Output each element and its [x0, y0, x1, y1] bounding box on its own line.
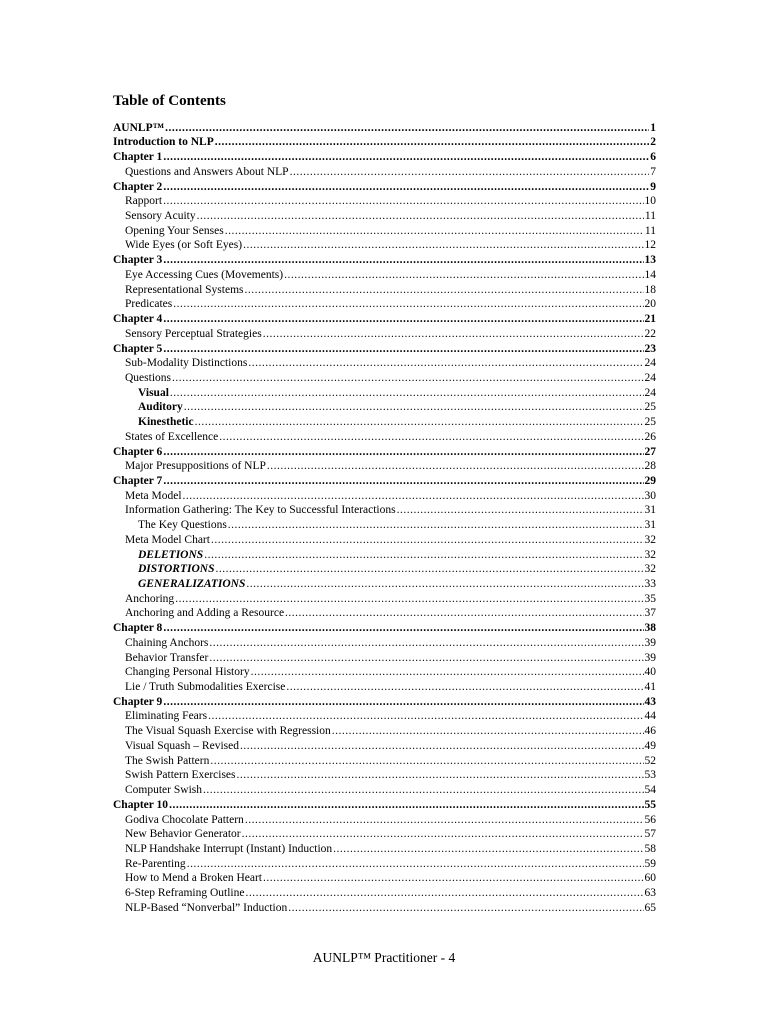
- dot-leader: [175, 592, 643, 606]
- toc-entry-title: Chapter 1: [113, 151, 163, 164]
- dot-leader: [163, 342, 643, 356]
- toc-entry-title: Meta Model Chart: [125, 533, 210, 546]
- dot-leader: [263, 871, 643, 885]
- toc-entry-title: The Swish Pattern: [125, 754, 210, 767]
- toc-entry-title: Chapter 6: [113, 445, 163, 458]
- toc-entry-title: Anchoring and Adding a Resource: [125, 607, 285, 620]
- toc-entry-title: Godiva Chocolate Pattern: [125, 813, 244, 826]
- toc-entry[interactable]: [113, 738, 656, 753]
- toc-entry-title: GENERALIZATIONS: [138, 578, 246, 590]
- toc-entry[interactable]: [113, 723, 656, 738]
- toc-entry[interactable]: [113, 827, 656, 842]
- toc-entry[interactable]: [113, 620, 656, 635]
- toc-entry-page: 59: [644, 857, 656, 870]
- toc-entry-page: 57: [644, 828, 656, 841]
- dot-leader: [195, 415, 644, 429]
- toc-entry-title: Anchoring: [125, 592, 175, 605]
- toc-entry[interactable]: [113, 429, 656, 444]
- toc-entry-page: 38: [644, 622, 656, 635]
- toc-entry-title: Chapter 2: [113, 180, 163, 193]
- toc-entry[interactable]: [113, 797, 656, 812]
- dot-leader: [203, 783, 644, 797]
- dot-leader: [204, 548, 643, 562]
- dot-leader: [240, 739, 644, 753]
- toc-entry-page: 31: [644, 519, 656, 532]
- toc-entry[interactable]: [113, 547, 656, 562]
- toc-entry[interactable]: [113, 768, 656, 783]
- toc-entry-title: Auditory: [138, 401, 183, 414]
- dot-leader: [163, 474, 643, 488]
- toc-entry-page: 53: [644, 769, 656, 782]
- toc-entry-page: 60: [644, 872, 656, 885]
- toc-entry-page: 28: [644, 460, 656, 473]
- dot-leader: [209, 651, 643, 665]
- toc-entry[interactable]: [113, 282, 656, 297]
- dot-leader: [165, 121, 649, 135]
- toc-entry[interactable]: [113, 841, 656, 856]
- dot-leader: [209, 636, 643, 650]
- toc-entry-title: Chapter 7: [113, 474, 163, 487]
- dot-leader: [187, 857, 644, 871]
- toc-entry-title: AUNLP™: [113, 121, 165, 134]
- toc-entry[interactable]: [113, 414, 656, 429]
- toc-entry-page: 30: [644, 489, 656, 502]
- toc-entry-title: Predicates: [125, 298, 173, 311]
- toc-entry-title: Chaining Anchors: [125, 636, 209, 649]
- toc-entry-title: The Key Questions: [138, 519, 227, 532]
- dot-leader: [169, 798, 643, 812]
- toc-entry-page: 21: [644, 313, 656, 326]
- toc-entry-page: 31: [644, 504, 656, 517]
- dot-leader: [172, 371, 644, 385]
- toc-entry-title: 6-Step Reframing Outline: [125, 887, 245, 900]
- toc-entry[interactable]: [113, 341, 656, 356]
- toc-entry-page: 25: [644, 401, 656, 414]
- toc-entry-title: Computer Swish: [125, 784, 202, 797]
- toc-entry[interactable]: [113, 326, 656, 341]
- dot-leader: [267, 459, 644, 473]
- dot-leader: [163, 312, 643, 326]
- toc-entry-page: 37: [644, 607, 656, 620]
- toc-entry-title: States of Excellence: [125, 430, 219, 443]
- dot-leader: [163, 180, 649, 194]
- toc-entry[interactable]: [113, 885, 656, 900]
- toc-entry-title: Chapter 8: [113, 622, 163, 635]
- toc-entry-page: 52: [644, 754, 656, 767]
- toc-entry[interactable]: [113, 238, 656, 253]
- toc-entry-page: 24: [644, 357, 656, 370]
- dot-leader: [333, 842, 643, 856]
- dot-leader: [245, 283, 644, 297]
- dot-leader: [288, 901, 643, 915]
- toc-entry-page: 44: [644, 710, 656, 723]
- toc-entry-page: 12: [644, 239, 656, 252]
- dot-leader: [228, 518, 644, 532]
- toc-entry[interactable]: [113, 297, 656, 312]
- toc-entry-page: 10: [644, 195, 656, 208]
- toc-entry-title: Opening Your Senses: [125, 224, 224, 237]
- toc-entry-title: Lie / Truth Submodalities Exercise: [125, 681, 286, 694]
- toc-entry-page: 27: [644, 445, 656, 458]
- toc-entry[interactable]: [113, 679, 656, 694]
- toc-entry-page: 20: [644, 298, 656, 311]
- toc-entry-title: Questions and Answers About NLP: [125, 165, 289, 178]
- toc-entry-title: Wide Eyes (or Soft Eyes): [125, 239, 243, 252]
- toc-entry[interactable]: [113, 812, 656, 827]
- dot-leader: [210, 754, 643, 768]
- dot-leader: [163, 621, 643, 635]
- toc-entry[interactable]: [113, 473, 656, 488]
- toc-entry-title: New Behavior Generator: [125, 828, 241, 841]
- toc-entry-title: NLP Handshake Interrupt (Instant) Induction: [125, 842, 333, 855]
- toc-entry-title: Information Gathering: The Key to Successful Interactions: [125, 504, 396, 517]
- toc-entry-page: 2: [650, 136, 656, 149]
- toc-entry-title: NLP-Based “Nonverbal” Induction: [125, 901, 288, 914]
- toc-entry[interactable]: [113, 709, 656, 724]
- toc-entry-page: 33: [644, 578, 656, 590]
- toc-entry-title: Rapport: [125, 195, 163, 208]
- toc-entry-page: 32: [644, 563, 656, 576]
- dot-leader: [397, 503, 644, 517]
- toc-entry-page: 26: [644, 430, 656, 443]
- toc-entry[interactable]: [113, 356, 656, 371]
- table-of-contents: [113, 120, 656, 915]
- toc-entry-title: Sensory Acuity: [125, 210, 196, 223]
- toc-entry-page: 32: [644, 533, 656, 546]
- toc-entry-title: Changing Personal History: [125, 666, 250, 679]
- dot-leader: [285, 606, 643, 620]
- toc-entry-page: 56: [644, 813, 656, 826]
- toc-entry-title: Swish Pattern Exercises: [125, 769, 236, 782]
- toc-entry-title: DISTORTIONS: [138, 563, 215, 576]
- dot-leader: [197, 209, 644, 223]
- toc-entry[interactable]: [113, 459, 656, 474]
- dot-leader: [243, 238, 643, 252]
- dot-leader: [332, 724, 644, 738]
- toc-entry[interactable]: [113, 635, 656, 650]
- toc-entry-title: Eye Accessing Cues (Movements): [125, 268, 284, 281]
- toc-entry-title: Eliminating Fears: [125, 710, 208, 723]
- toc-entry[interactable]: [113, 267, 656, 282]
- toc-entry-page: 22: [644, 327, 656, 340]
- dot-leader: [245, 813, 644, 827]
- dot-leader: [163, 194, 643, 208]
- toc-entry[interactable]: [113, 444, 656, 459]
- toc-entry[interactable]: [113, 665, 656, 680]
- toc-entry[interactable]: [113, 208, 656, 223]
- toc-entry[interactable]: [113, 400, 656, 415]
- toc-entry-title: Major Presuppositions of NLP: [125, 460, 266, 473]
- dot-leader: [183, 489, 644, 503]
- toc-entry-page: 9: [650, 180, 656, 193]
- dot-leader: [163, 150, 649, 164]
- toc-entry-page: 14: [644, 268, 656, 281]
- toc-entry-page: 39: [644, 636, 656, 649]
- toc-entry[interactable]: [113, 606, 656, 621]
- toc-entry-page: 35: [644, 592, 656, 605]
- toc-entry[interactable]: [113, 576, 656, 591]
- toc-entry-title: Representational Systems: [125, 283, 244, 296]
- toc-entry-title: Visual Squash – Revised: [125, 739, 239, 752]
- toc-entry-title: Sub-Modality Distinctions: [125, 357, 248, 370]
- toc-entry-page: 23: [644, 342, 656, 355]
- dot-leader: [184, 400, 644, 414]
- toc-entry-page: 49: [644, 739, 656, 752]
- toc-entry[interactable]: [113, 782, 656, 797]
- dot-leader: [211, 533, 644, 547]
- dot-leader: [284, 268, 643, 282]
- toc-entry[interactable]: [113, 120, 656, 135]
- toc-entry-page: 46: [644, 725, 656, 738]
- toc-entry-page: 6: [650, 151, 656, 164]
- toc-entry-title: How to Mend a Broken Heart: [125, 872, 263, 885]
- toc-entry-title: Meta Model: [125, 489, 182, 502]
- toc-entry[interactable]: [113, 385, 656, 400]
- toc-entry-title: Kinesthetic: [138, 416, 194, 429]
- toc-entry[interactable]: [113, 871, 656, 886]
- toc-entry-page: 54: [644, 784, 656, 797]
- dot-leader: [248, 356, 643, 370]
- page-title: Table of Contents: [113, 93, 226, 109]
- dot-leader: [290, 165, 650, 179]
- toc-entry-title: Visual: [138, 386, 169, 399]
- toc-entry-title: Chapter 9: [113, 695, 163, 708]
- toc-entry[interactable]: [113, 179, 656, 194]
- toc-entry-page: 11: [644, 210, 656, 223]
- toc-entry-title: Sensory Perceptual Strategies: [125, 327, 262, 340]
- toc-entry[interactable]: [113, 532, 656, 547]
- toc-entry-title: Chapter 4: [113, 313, 163, 326]
- toc-entry[interactable]: [113, 252, 656, 267]
- toc-entry[interactable]: [113, 900, 656, 915]
- dot-leader: [242, 827, 644, 841]
- toc-entry[interactable]: [113, 370, 656, 385]
- toc-entry[interactable]: [113, 311, 656, 326]
- toc-entry[interactable]: [113, 694, 656, 709]
- dot-leader: [245, 886, 643, 900]
- dot-leader: [215, 135, 650, 149]
- dot-leader: [163, 445, 643, 459]
- dot-leader: [251, 665, 644, 679]
- toc-entry[interactable]: [113, 194, 656, 209]
- toc-entry[interactable]: [113, 591, 656, 606]
- dot-leader: [286, 680, 643, 694]
- toc-entry-title: The Visual Squash Exercise with Regression: [125, 725, 331, 738]
- toc-entry-page: 1: [650, 121, 656, 134]
- toc-entry-title: Re-Parenting: [125, 857, 186, 870]
- toc-entry[interactable]: [113, 517, 656, 532]
- toc-entry-page: 13: [644, 254, 656, 267]
- toc-entry[interactable]: [113, 562, 656, 577]
- dot-leader: [246, 577, 643, 591]
- toc-entry[interactable]: [113, 149, 656, 164]
- toc-entry-page: 32: [644, 548, 656, 561]
- toc-entry-title: Introduction to NLP: [113, 136, 214, 149]
- toc-entry[interactable]: [113, 856, 656, 871]
- toc-entry[interactable]: [113, 135, 656, 150]
- toc-entry-page: 11: [644, 224, 656, 237]
- toc-entry-page: 58: [644, 842, 656, 855]
- toc-entry-page: 25: [644, 416, 656, 429]
- toc-entry-title: Behavior Transfer: [125, 651, 209, 664]
- toc-entry-page: 43: [644, 695, 656, 708]
- toc-entry-page: 41: [644, 681, 656, 694]
- toc-entry[interactable]: [113, 503, 656, 518]
- dot-leader: [237, 768, 644, 782]
- dot-leader: [263, 327, 644, 341]
- toc-entry-page: 65: [644, 901, 656, 914]
- toc-entry[interactable]: [113, 164, 656, 179]
- toc-entry-title: Chapter 3: [113, 254, 163, 267]
- toc-entry-title: Chapter 5: [113, 342, 163, 355]
- dot-leader: [225, 224, 644, 238]
- toc-entry-title: Questions: [125, 371, 171, 384]
- toc-entry-title: Chapter 10: [113, 798, 169, 811]
- toc-entry-page: 40: [644, 666, 656, 679]
- toc-entry-page: 24: [644, 371, 656, 384]
- dot-leader: [173, 297, 643, 311]
- toc-entry-page: 39: [644, 651, 656, 664]
- toc-entry[interactable]: [113, 753, 656, 768]
- toc-entry-page: 55: [644, 798, 656, 811]
- toc-entry-page: 18: [644, 283, 656, 296]
- page-footer: AUNLP™ Practitioner - 4: [312, 950, 456, 965]
- toc-entry-title: DELETIONS: [138, 548, 204, 561]
- dot-leader: [163, 253, 643, 267]
- toc-entry-page: 29: [644, 474, 656, 487]
- dot-leader: [219, 430, 643, 444]
- toc-entry-page: 24: [644, 386, 656, 399]
- dot-leader: [208, 709, 643, 723]
- toc-entry-page: 7: [650, 165, 656, 178]
- dot-leader: [163, 695, 643, 709]
- toc-entry[interactable]: [113, 650, 656, 665]
- toc-entry-page: 63: [644, 887, 656, 900]
- toc-entry[interactable]: [113, 223, 656, 238]
- dot-leader: [215, 562, 643, 576]
- dot-leader: [170, 386, 644, 400]
- toc-entry[interactable]: [113, 488, 656, 503]
